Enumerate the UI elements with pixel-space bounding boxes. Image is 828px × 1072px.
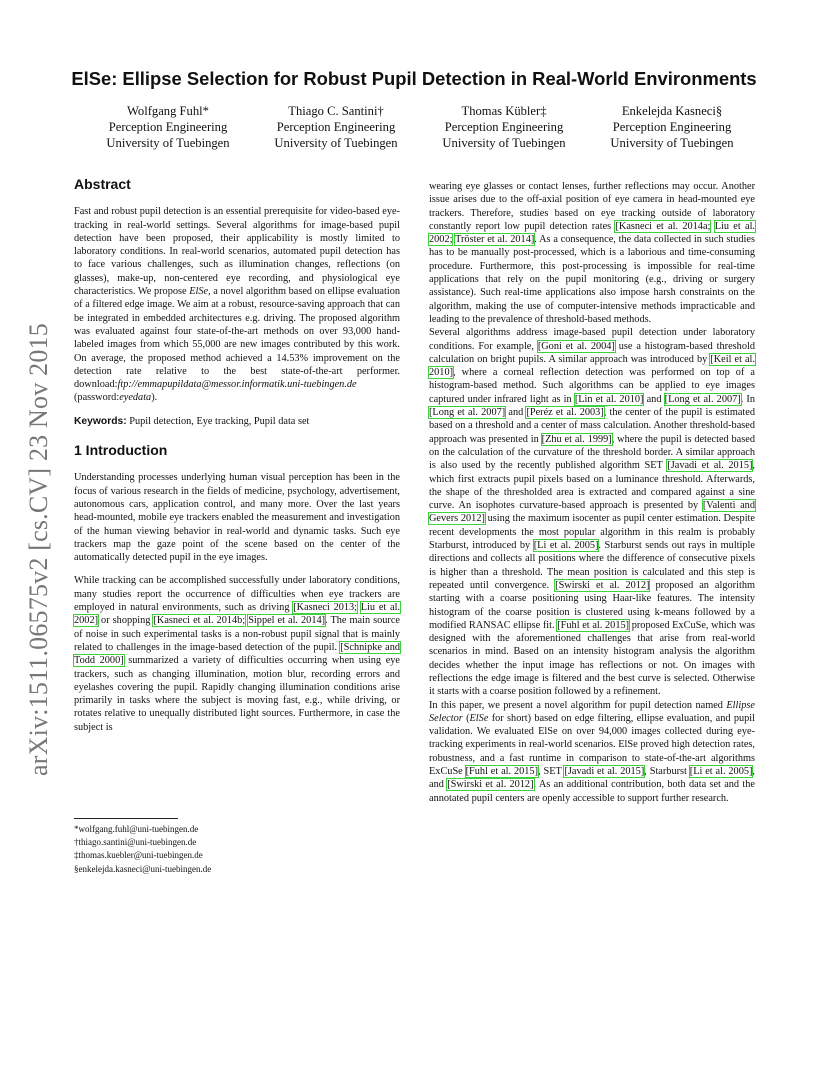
citation-link[interactable]: [Long et al. 2007] (429, 407, 506, 419)
citation-link[interactable]: [Świrski et al. 2012] (555, 579, 650, 591)
citation-link[interactable]: [Long et al. 2007] (664, 393, 741, 405)
citation-link[interactable]: [Kasneci 2013; (293, 602, 358, 614)
citation-link[interactable]: [Kasneci et al. 2014a; (615, 220, 711, 232)
citation-link[interactable]: [Zhu et al. 1999] (541, 433, 612, 445)
right-paragraph-3: In this paper, we present a novel algorithm for pupil detection named Ellipse Selector (ElSe for short) based on edge filtering, ellipse evaluation, and pupil validation. We evaluated ElSe on over 94,000 images collected during eye-tracking experiments in real-world scenarios. ElSe proved high detection rates, robustness, and a fast runtime in comparison to state-of-the-art algorithms ExCuSe [Fuhl et al. 2015], SET [Javadi et al. 2015], Starburst [Li et al. 2005], and [Świrski et al. 2012]. As an additional contribution, both data set and the annotated pupil centers are openly accessible to support further research. (429, 699, 755, 804)
arxiv-identifier: arXiv:1511.06575v2 [cs.CV] 23 Nov 2015 (24, 323, 53, 776)
keywords: Keywords: Pupil detection, Eye tracking, Pupil data set (74, 415, 310, 427)
citation-link[interactable]: [Javadi et al. 2015] (667, 460, 753, 472)
introduction-heading: 1 Introduction (74, 442, 168, 459)
author-name: Wolfgang Fuhl* (127, 104, 209, 118)
author-univ: University of Tuebingen (274, 136, 398, 150)
right-column (429, 180, 755, 805)
citation-link[interactable]: Liu et al. 2002; (429, 220, 756, 246)
citation-link[interactable]: [Li et al. 2005] (689, 766, 753, 778)
author-name: Enkelejda Kasneci§ (621, 104, 723, 118)
author-block (84, 103, 252, 151)
author-dept: Perception Engineering (108, 120, 228, 134)
left-column (74, 178, 400, 744)
author-name: Thiago C. Santini† (288, 104, 384, 118)
intro-paragraph-2: While tracking can be accomplished successfully under laboratory conditions, many studies report the occurrence of difficulties when eye trackers are employed in natural environments, such as driving [Kasneci 2013; Liu et al. 2002] or shopping [Kasneci et al. 2014b; Sippel et al. 2014]. The main source of noise in such experimental tasks is a non-robust pupil signal that is mainly related to challenges in the image-based detection of the pupil. [Schnipke and Todd 2000] summarized a variety of difficulties occurring when using eye trackers, such as changing illumination, motion blur, recording errors and eyelashes covering the pupil. Rapidly changing illumination conditions arise primarily in tasks where the subject is moving fast, e.g., while driving, or rotates relative to unequally distributed light sources. Furthermore, in case the subject is (74, 575, 401, 733)
author-univ: University of Tuebingen (610, 136, 734, 150)
footnote: *wolfgang.fuhl@uni-tuebingen.de (74, 824, 199, 834)
intro-paragraph-1: Understanding processes underlying human visual perception has been in the focus of various research in the fields of medicine, psychology, advertisement, autonomous cars, application control, and many more. Over the last years head-mounted, mobile eye trackers enabled the measurement and investigation of the human viewing behavior in real-world and dynamic tasks. Such eye trackers map the gaze point of the scene based on the center of the automatically detected pupil in the eye images. (74, 472, 400, 564)
citation-link[interactable]: [Schnipke and Todd 2000] (74, 641, 400, 667)
citation-link[interactable]: [Goni et al. 2004] (537, 340, 615, 352)
citation-link[interactable]: Liu et al. 2002] (74, 602, 401, 627)
citation-link[interactable]: [Świrski et al. 2012] (447, 779, 534, 791)
right-paragraph-1: wearing eye glasses or contact lenses, further reflections may occur. Another issue arises due to the off-axial position of eye camera in head-mounted eye trackers. Therefore, studies based on eye tracking outside of laboratory constantly report low pupil detection rates [Kasneci et al. 2014a; Liu et al. 2002; Tröster et al. 2014]. As a consequence, the data collected in such studies has to be manually post-processed, which is a laborious and time-consuming procedure. Furthermore, this post-processing is impossible for real-time applications that rely on the pupil monitoring (e.g., driving or surgery assistance). Such real-time applications also impose harsh constraints on the algorithm, making the use of computer-intensive methods impracticable and leading to the prevalence of threshold-based methods. (429, 181, 756, 325)
footnote-rule (74, 818, 178, 819)
author-dept: Perception Engineering (612, 120, 732, 134)
author-block (588, 103, 756, 151)
author-dept: Perception Engineering (444, 120, 564, 134)
author-dept: Perception Engineering (276, 120, 396, 134)
abstract-heading: Abstract (74, 176, 131, 192)
citation-link[interactable]: [Fuhl et al. 2015] (557, 619, 630, 631)
citation-link[interactable]: [Li et al. 2005] (533, 540, 599, 552)
citation-link[interactable]: [Lin et al. 2010] (574, 393, 644, 405)
author-name: Thomas Kübler‡ (461, 104, 547, 118)
citation-link[interactable]: [Kasneci et al. 2014b; (153, 615, 246, 627)
citation-link[interactable]: [Javadi et al. 2015] (564, 766, 645, 778)
footnote: †thiago.santini@uni-tuebingen.de (74, 837, 197, 848)
citation-link[interactable]: Tröster et al. 2014] (455, 234, 535, 246)
footnote: §enkelejda.kasneci@uni-tuebingen.de (74, 863, 212, 874)
footnotes (74, 818, 400, 876)
paper-title: ElSe: Ellipse Selection for Robust Pupil Detection in Real-World Environments (71, 68, 757, 89)
author-univ: University of Tuebingen (106, 136, 230, 150)
abstract-text: Fast and robust pupil detection is an essential prerequisite for video-based eye-tracking in real-world settings. Several algorithms for image-based pupil detection have been proposed, their applicability is mostly limited to laboratory conditions. In real-world scenarios, automated pupil detection has to face various challenges, such as illumination changes, reflections (on glasses), make-up, non-centered eye recording, and physiological eye characteristics. We propose ElSe, a novel algorithm based on ellipse evaluation of a filtered edge image. We aim at a robust, resource-saving approach that can be integrated in embedded architectures e.g. driving. The proposed algorithm was evaluated against four state-of-the-art methods on over 93,000 hand-labeled images from which 55,000 are new images contributed by this work. On average, the proposed method achieved a 14.53% improvement on the detection rate relative to the best state-of-the-art performer. download:ftp://emmapupildata@messor.informatik.uni-tuebingen.de (password:eyedata). (74, 206, 400, 404)
citation-link[interactable]: Sippel et al. 2014] (248, 615, 326, 627)
author-block (252, 103, 420, 151)
author-block (420, 103, 588, 151)
right-paragraph-2: Several algorithms address image-based pupil detection under laboratory conditions. For example, [Goni et al. 2004] use a histogram-based threshold calculation on bright pupils. A similar approach was introduced by [Keil et al. 2010], where a corneal reflection detection was performed on top of a histogram-based method. Such algorithms can be applied to eye images captured under infrared light as in [Lin et al. 2010] and [Long et al. 2007]. In [Long et al. 2007] and [Peréz et al. 2003], the center of the pupil is estimated based on a threshold and a center of mass calculation. Another threshold-based approach was presented in [Zhu et al. 1999], where the pupil is detected based on the calculation of the curvature of the threshold border. A similar approach is also used by the recently published algorithm SET [Javadi et al. 2015], which first extracts pupil pixels based on a luminance threshold. Afterwards, the shape of the thresholded area is extracted and compared against a sine curve. An isophotes curvature-based approach is presented by [Valenti and Gevers 2012] using the maximum isocenter as pupil center estimation. Despite recent developments the most popular algorithm in this realm is probably Starburst, introduced by [Li et al. 2005]. Starburst sends out rays in multiple directions and collects all positions where the difference of consecutive pixels is higher than a threshold. The mean position is calculated and this step is repeated until convergence. [Świrski et al. 2012] proposed an algorithm starting with a coarse positioning using Haar-like features. The intensity histogram of the coarse position is clustered using k-means followed by a modified RANSAC ellipse fit. [Fuhl et al. 2015] proposed ExCuSe, which was designed with the aforementioned challenges that arise from real-world scenarios in mind. Based on an intensity histogram analysis the algorithm decides whether the input image has reflections or not. On images with reflections the edge image is filtered and the best curve is selected. Otherwise it starts with a coarse position followed by a refinement. (429, 327, 756, 698)
citation-link[interactable]: [Valenti and Gevers 2012] (429, 500, 755, 525)
footnote: ‡thomas.kuebler@uni-tuebingen.de (74, 850, 203, 861)
citation-link[interactable]: [Keil et al. 2010] (429, 353, 755, 379)
download-link[interactable]: ftp://emmapupildata@messor.informatik.uni-tuebingen.de (117, 379, 357, 391)
author-list (84, 103, 756, 151)
author-univ: University of Tuebingen (442, 136, 566, 150)
citation-link[interactable]: [Fuhl et al. 2015] (465, 766, 539, 778)
citation-link[interactable]: [Peréz et al. 2003] (526, 407, 604, 419)
